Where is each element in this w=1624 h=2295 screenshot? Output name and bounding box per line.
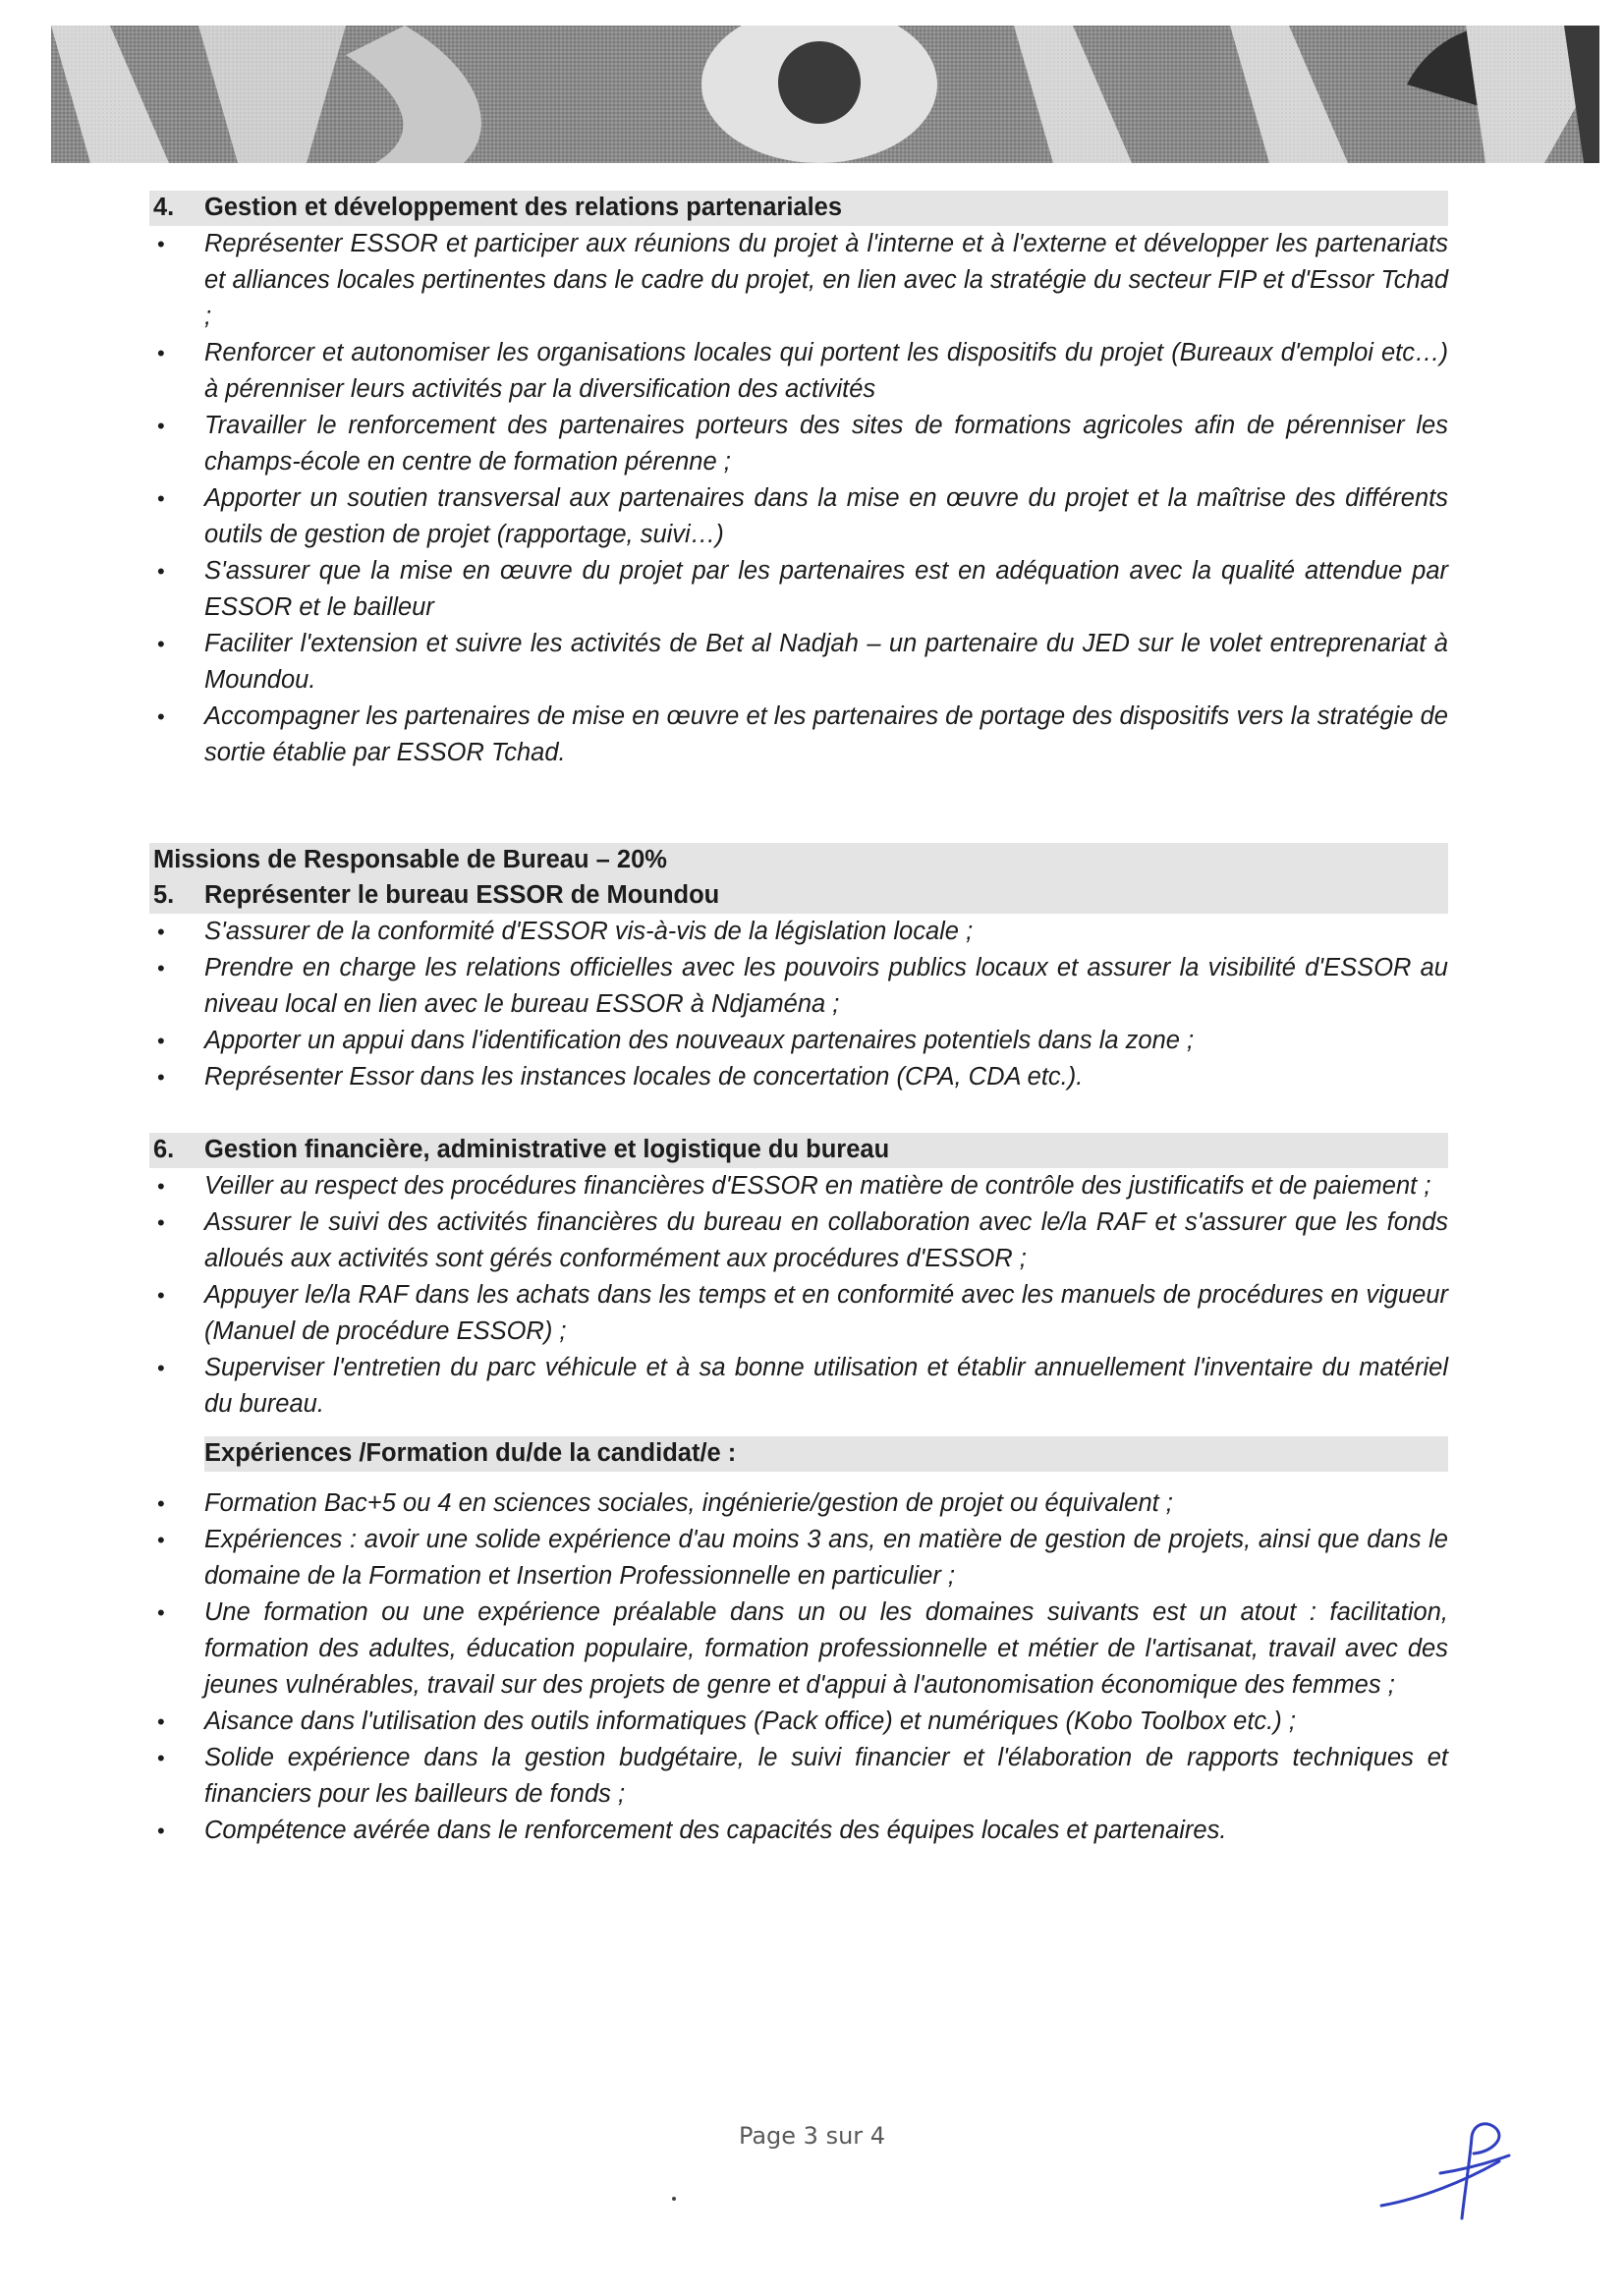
scan-dot bbox=[672, 2197, 676, 2201]
list-item bbox=[149, 1485, 1448, 1522]
experience-list bbox=[149, 1485, 1448, 1849]
list-item bbox=[149, 335, 1448, 408]
bullet-icon: • bbox=[157, 1356, 165, 1380]
section-5-number: 5. bbox=[153, 881, 175, 909]
section-6-title: Gestion financière, administrative et logistique du bureau bbox=[204, 1136, 890, 1163]
list-item bbox=[149, 1350, 1448, 1423]
experience-heading: Expériences /Formation du/de la candidat/e : bbox=[204, 1436, 1448, 1472]
section-5-list bbox=[149, 914, 1448, 1095]
list-item bbox=[149, 408, 1448, 480]
list-item bbox=[149, 950, 1448, 1023]
list-item-text: Veiller au respect des procédures financières d'ESSOR en matière de contrôle des justificatifs et de paiement ; bbox=[204, 1172, 1431, 1200]
bullet-icon: • bbox=[157, 559, 165, 584]
list-item-text: Aisance dans l'utilisation des outils informatiques (Pack office) et numériques (Kobo Toolbox etc.) ; bbox=[204, 1707, 1296, 1735]
list-item bbox=[149, 226, 1448, 335]
bullet-icon: • bbox=[157, 1065, 165, 1090]
section-6-number: 6. bbox=[153, 1136, 175, 1163]
list-item bbox=[149, 1522, 1448, 1595]
list-item-text: Expériences : avoir une solide expérience d'au moins 3 ans, en matière de gestion de projets, ainsi que dans le domaine de la Formation et Insertion Professionnelle en particulier ; bbox=[204, 1526, 1448, 1590]
list-item-text: S'assurer que la mise en œuvre du projet par les partenaires est en adéquation avec la qualité attendue par ESSOR et le bailleur bbox=[204, 557, 1448, 621]
list-item bbox=[149, 1595, 1448, 1704]
list-item-text: Compétence avérée dans le renforcement des capacités des équipes locales et partenaires. bbox=[204, 1817, 1227, 1844]
list-item bbox=[149, 1813, 1448, 1849]
bullet-icon: • bbox=[157, 1709, 165, 1734]
bullet-icon: • bbox=[157, 486, 165, 511]
bullet-icon: • bbox=[157, 1600, 165, 1625]
banner-pattern-icon bbox=[51, 26, 1599, 163]
section-4-title: Gestion et développement des relations partenariales bbox=[204, 194, 843, 221]
list-item-text: Apporter un soutien transversal aux partenaires dans la mise en œuvre du projet et la maîtrise des différents outils de gestion de projet (rapportage, suivi…) bbox=[204, 484, 1448, 548]
bullet-icon: • bbox=[157, 1174, 165, 1199]
list-item-text: Superviser l'entretien du parc véhicule et à sa bonne utilisation et établir annuellement l'inventaire du matériel du bureau. bbox=[204, 1354, 1448, 1418]
bullet-icon: • bbox=[157, 1746, 165, 1770]
bullet-icon: • bbox=[157, 956, 165, 980]
main-content bbox=[149, 191, 1448, 1849]
list-item bbox=[149, 1277, 1448, 1350]
missions-heading: Missions de Responsable de Bureau – 20% bbox=[149, 843, 1448, 878]
list-item-text: Renforcer et autonomiser les organisations locales qui portent les dispositifs du projet (Bureaux d'emploi etc…) à pérenniser leurs activités par la diversification des activités bbox=[204, 339, 1448, 403]
section-5-title: Représenter le bureau ESSOR de Moundou bbox=[204, 881, 720, 909]
bullet-icon: • bbox=[157, 414, 165, 438]
list-item bbox=[149, 1168, 1448, 1204]
list-item bbox=[149, 1204, 1448, 1277]
list-item-text: Faciliter l'extension et suivre les activités de Bet al Nadjah – un partenaire du JED sur le volet entreprenariat à Moundou. bbox=[204, 630, 1448, 694]
list-item-text: Formation Bac+5 ou 4 en sciences sociales, ingénierie/gestion de projet ou équivalent ; bbox=[204, 1489, 1173, 1517]
list-item bbox=[149, 1023, 1448, 1059]
bullet-icon: • bbox=[157, 1491, 165, 1516]
list-item-text: S'assurer de la conformité d'ESSOR vis-à-vis de la législation locale ; bbox=[204, 918, 974, 945]
list-item-text: Accompagner les partenaires de mise en œuvre et les partenaires de portage des dispositifs vers la stratégie de sortie établie par ESSOR Tchad. bbox=[204, 702, 1448, 766]
bullet-icon: • bbox=[157, 1283, 165, 1308]
section-6-list bbox=[149, 1168, 1448, 1423]
bullet-icon: • bbox=[157, 632, 165, 656]
section-6-heading bbox=[149, 1133, 1448, 1168]
list-item bbox=[149, 480, 1448, 553]
bullet-icon: • bbox=[157, 704, 165, 729]
section-4-heading bbox=[149, 191, 1448, 226]
list-item-text: Représenter ESSOR et participer aux réunions du projet à l'interne et à l'externe et développer les partenariats et alliances locales pertinentes dans le cadre du projet, en lien avec la stratégie du secteur FIP et d'Essor Tchad ; bbox=[204, 230, 1448, 330]
list-item-text: Une formation ou une expérience préalable dans un ou les domaines suivants est un atout : facilitation, formation des adultes, éducation populaire, formation professionnelle et métier de l'artisanat, travail avec des jeunes vulnérables, travail sur des projets de genre et d'appui à l'autonomisation économique des femmes ; bbox=[204, 1598, 1448, 1699]
list-item-text: Travailler le renforcement des partenaires porteurs des sites de formations agricoles afin de pérenniser les champs-école en centre de formation pérenne ; bbox=[204, 412, 1448, 476]
section-4-list bbox=[149, 226, 1448, 771]
list-item bbox=[149, 553, 1448, 626]
list-item bbox=[149, 699, 1448, 771]
bullet-icon: • bbox=[157, 1210, 165, 1235]
section-5-heading bbox=[149, 878, 1448, 914]
list-item bbox=[149, 1704, 1448, 1740]
bullet-icon: • bbox=[157, 1819, 165, 1843]
list-item bbox=[149, 914, 1448, 950]
bullet-icon: • bbox=[157, 1528, 165, 1552]
list-item-text: Assurer le suivi des activités financières du bureau en collaboration avec le/la RAF et s'assurer que les fonds alloués aux activités sont gérés conformément aux procédures d'ESSOR ; bbox=[204, 1208, 1448, 1272]
list-item-text: Représenter Essor dans les instances locales de concertation (CPA, CDA etc.). bbox=[204, 1063, 1084, 1091]
signature-icon bbox=[1372, 2112, 1519, 2230]
bullet-icon: • bbox=[157, 1029, 165, 1053]
list-item-text: Solide expérience dans la gestion budgétaire, le suivi financier et l'élaboration de rapports techniques et financiers pour les bailleurs de fonds ; bbox=[204, 1744, 1448, 1808]
bullet-icon: • bbox=[157, 920, 165, 944]
bullet-icon: • bbox=[157, 341, 165, 365]
list-item-text: Prendre en charge les relations officielles avec les pouvoirs publics locaux et assurer la visibilité d'ESSOR au niveau local en lien avec le bureau ESSOR à Ndjaména ; bbox=[204, 954, 1448, 1018]
bullet-icon: • bbox=[157, 232, 165, 256]
list-item bbox=[149, 626, 1448, 699]
header-banner bbox=[51, 26, 1599, 163]
list-item bbox=[149, 1059, 1448, 1095]
list-item bbox=[149, 1740, 1448, 1813]
list-item-text: Apporter un appui dans l'identification des nouveaux partenaires potentiels dans la zone ; bbox=[204, 1027, 1195, 1054]
page-number: Page 3 sur 4 bbox=[738, 2122, 886, 2150]
section-4-number: 4. bbox=[153, 194, 175, 221]
list-item-text: Appuyer le/la RAF dans les achats dans les temps et en conformité avec les manuels de procédures en vigueur (Manuel de procédure ESSOR) ; bbox=[204, 1281, 1448, 1345]
